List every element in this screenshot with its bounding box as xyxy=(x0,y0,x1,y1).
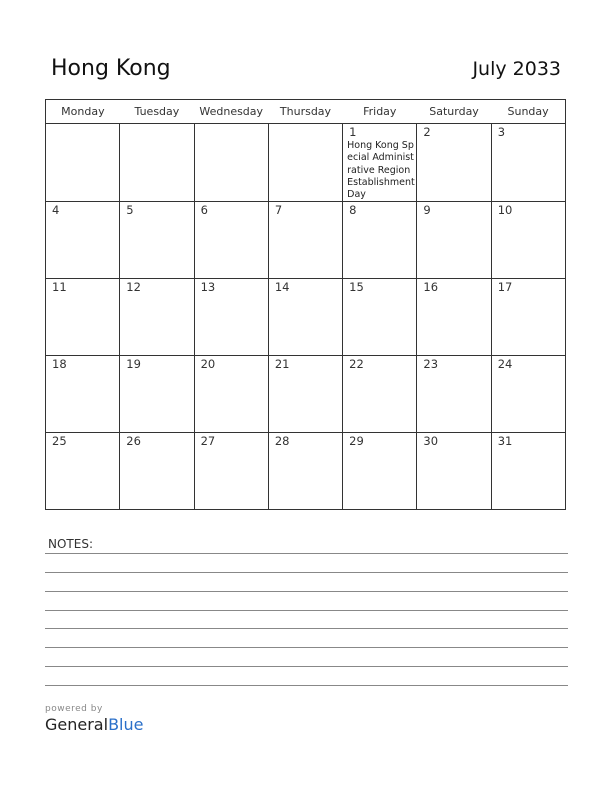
day-number: 16 xyxy=(423,280,439,295)
day-cell xyxy=(268,124,342,202)
day-number: 21 xyxy=(274,357,290,372)
day-cell xyxy=(120,124,194,202)
notes-line xyxy=(45,572,568,573)
day-cell xyxy=(491,433,565,510)
day-number: 25 xyxy=(52,434,67,449)
day-cell xyxy=(120,279,194,356)
brand-name xyxy=(45,715,143,734)
day-cell xyxy=(343,433,417,510)
day-number: 14 xyxy=(274,280,290,295)
day-number: 9 xyxy=(423,203,431,218)
day-number xyxy=(269,124,342,126)
day-cell xyxy=(417,124,491,202)
day-cell xyxy=(417,433,491,510)
day-number: 5 xyxy=(126,203,134,218)
day-number: 15 xyxy=(349,280,364,295)
day-number xyxy=(120,124,193,126)
day-cell xyxy=(268,433,342,510)
day-cell xyxy=(268,279,342,356)
day-number: 23 xyxy=(423,357,439,372)
day-number: 17 xyxy=(497,280,513,295)
day-number: 22 xyxy=(349,357,364,372)
day-cell xyxy=(46,202,120,279)
day-cell xyxy=(194,356,268,433)
day-number xyxy=(46,124,119,126)
day-number: 3 xyxy=(497,125,506,139)
day-cell xyxy=(46,433,120,510)
day-cell xyxy=(491,124,565,202)
day-cell xyxy=(46,279,120,356)
week-row xyxy=(46,356,566,433)
notes-line xyxy=(45,591,568,592)
day-number xyxy=(195,124,268,126)
day-number: 24 xyxy=(497,357,513,372)
day-cell xyxy=(194,433,268,510)
day-cell xyxy=(194,124,268,202)
notes-label: NOTES: xyxy=(48,537,93,551)
day-cell xyxy=(194,279,268,356)
weekday-friday: Friday xyxy=(343,100,417,124)
day-cell xyxy=(343,279,417,356)
calendar-grid xyxy=(45,99,566,510)
day-cell xyxy=(343,202,417,279)
day-number: 30 xyxy=(423,434,439,449)
month-year-title: July 2033 xyxy=(472,58,561,80)
week-row xyxy=(46,124,566,202)
day-cell xyxy=(46,124,120,202)
brand-name-general: General xyxy=(45,715,109,734)
week-row xyxy=(46,279,566,356)
day-cell xyxy=(417,356,491,433)
notes-line xyxy=(45,647,568,648)
notes-line xyxy=(45,553,568,554)
brand-name-blue: Blue xyxy=(108,715,144,734)
week-row xyxy=(46,202,566,279)
notes-line xyxy=(45,628,568,629)
weekday-monday: Monday xyxy=(46,100,120,124)
notes-line xyxy=(45,610,568,611)
day-number: 4 xyxy=(52,203,60,218)
brand-logo xyxy=(45,704,143,734)
day-cell xyxy=(120,202,194,279)
day-cell xyxy=(491,279,565,356)
day-number: 18 xyxy=(52,357,67,372)
day-cell xyxy=(46,356,120,433)
day-number: 2 xyxy=(423,125,431,139)
weekday-saturday: Saturday xyxy=(417,100,491,124)
day-cell xyxy=(120,433,194,510)
weekday-tuesday: Tuesday xyxy=(120,100,194,124)
day-number: 20 xyxy=(200,357,216,372)
holiday-event: Hong Kong Special Administrative Region Establishment Day xyxy=(347,140,415,201)
weekday-thursday: Thursday xyxy=(268,100,342,124)
day-number: 7 xyxy=(274,203,283,218)
day-cell xyxy=(417,279,491,356)
weekday-sunday: Sunday xyxy=(491,100,565,124)
country-title: Hong Kong xyxy=(51,56,171,81)
day-number: 11 xyxy=(52,280,67,295)
notes-line xyxy=(45,685,568,686)
day-cell xyxy=(417,202,491,279)
day-cell xyxy=(491,202,565,279)
weekday-header-row xyxy=(46,100,566,124)
day-cell xyxy=(194,202,268,279)
powered-by-text: powered by xyxy=(45,704,103,714)
day-number: 29 xyxy=(349,434,364,449)
day-number: 19 xyxy=(126,357,141,372)
day-number: 27 xyxy=(200,434,216,449)
day-number: 31 xyxy=(497,434,513,449)
day-cell xyxy=(491,356,565,433)
day-number: 8 xyxy=(349,203,357,218)
day-cell xyxy=(343,124,417,202)
day-number: 10 xyxy=(497,203,513,218)
day-number: 13 xyxy=(200,280,216,295)
day-cell xyxy=(343,356,417,433)
day-number: 6 xyxy=(200,203,208,218)
day-cell xyxy=(268,202,342,279)
day-number: 12 xyxy=(126,280,141,295)
day-number: 28 xyxy=(274,434,290,449)
weekday-wednesday: Wednesday xyxy=(194,100,268,124)
day-cell xyxy=(120,356,194,433)
notes-line xyxy=(45,666,568,667)
week-row xyxy=(46,433,566,510)
day-number: 26 xyxy=(126,434,141,449)
day-cell xyxy=(268,356,342,433)
day-number: 1 xyxy=(349,125,357,139)
